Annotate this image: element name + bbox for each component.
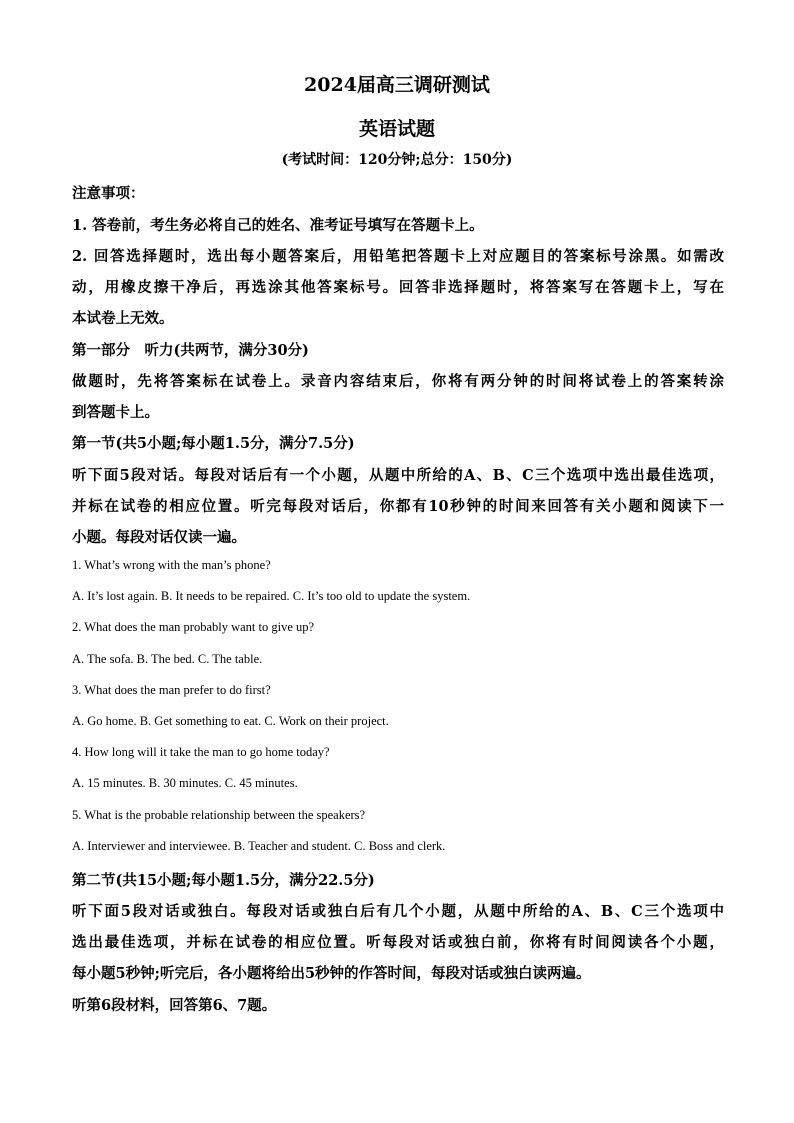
question-3: 3. What does the man prefer to do first?: [72, 683, 271, 697]
section2-material-6: 听第6段材料，回答第6、7题。: [72, 997, 277, 1014]
part1-instruction-line-1: 做题时，先将答案标在试卷上。录音内容结束后，你将有两分钟的时间将试卷上的答案转涂: [72, 373, 724, 390]
section2-heading: 第二节(共15小题;每小题1.5分，满分22.5分): [72, 872, 375, 889]
section2-instruction-line-2: 选出最佳选项，并标在试卷的相应位置。听每段对话或独白前，你将有时间阅读各个小题，: [72, 934, 724, 951]
question-3-options: A. Go home. B. Get something to eat. C. Work on their project.: [72, 714, 389, 728]
section1-instruction-line-2: 并标在试卷的相应位置。听完每段对话后，你都有10秒钟的时间来回答有关小题和阅读下一: [72, 498, 724, 515]
notice-item-2-line-3: 本试卷上无效。: [72, 310, 174, 327]
question-4-options: A. 15 minutes. B. 30 minutes. C. 45 minutes.: [72, 776, 298, 790]
exam-title: 2024届高三调研测试: [304, 74, 490, 96]
exam-info: (考试时间：120分钟;总分：150分): [281, 152, 513, 168]
section2-instruction-line-3: 每小题5秒钟;听完后，各小题将给出5秒钟的作答时间，每段对话或独白读两遍。: [72, 965, 591, 982]
notice-item-2-line-1: 2. 回答选择题时，选出每小题答案后，用铅笔把答题卡上对应题目的答案标号涂黑。如需改: [72, 248, 724, 265]
question-5-options: A. Interviewer and interviewee. B. Teacher and student. C. Boss and clerk.: [72, 839, 446, 853]
notice-heading: 注意事项：: [72, 185, 145, 202]
notice-item-2-line-2: 动，用橡皮擦干净后，再选涂其他答案标号。回答非选择题时，将答案写在答题卡上，写在: [72, 279, 724, 296]
question-4: 4. How long will it take the man to go home today?: [72, 745, 330, 759]
section1-instruction-line-3: 小题。每段对话仅读一遍。: [72, 529, 246, 546]
subject-title: 英语试题: [358, 118, 435, 140]
question-5: 5. What is the probable relationship between the speakers?: [72, 808, 366, 822]
part1-heading: 第一部分 听力(共两节，满分30分): [72, 342, 309, 359]
question-2-options: A. The sofa. B. The bed. C. The table.: [72, 652, 263, 666]
section1-instruction-line-1: 听下面5段对话。每段对话后有一个小题，从题中所给的A、B、C三个选项中选出最佳选项，: [72, 467, 724, 484]
section2-instruction-line-1: 听下面5段对话或独白。每段对话或独白后有几个小题，从题中所给的A、B、C三个选项中: [72, 903, 724, 920]
question-2: 2. What does the man probably want to give up?: [72, 620, 315, 634]
question-1-options: A. It’s lost again. B. It needs to be repaired. C. It’s too old to update the system.: [72, 589, 471, 603]
part1-instruction-line-2: 到答题卡上。: [72, 404, 159, 421]
question-1: 1. What’s wrong with the man’s phone?: [72, 558, 271, 572]
notice-item-1: 1. 答卷前，考生务必将自己的姓名、准考证号填写在答题卡上。: [72, 217, 484, 234]
section1-heading: 第一节(共5小题;每小题1.5分，满分7.5分): [72, 435, 355, 452]
